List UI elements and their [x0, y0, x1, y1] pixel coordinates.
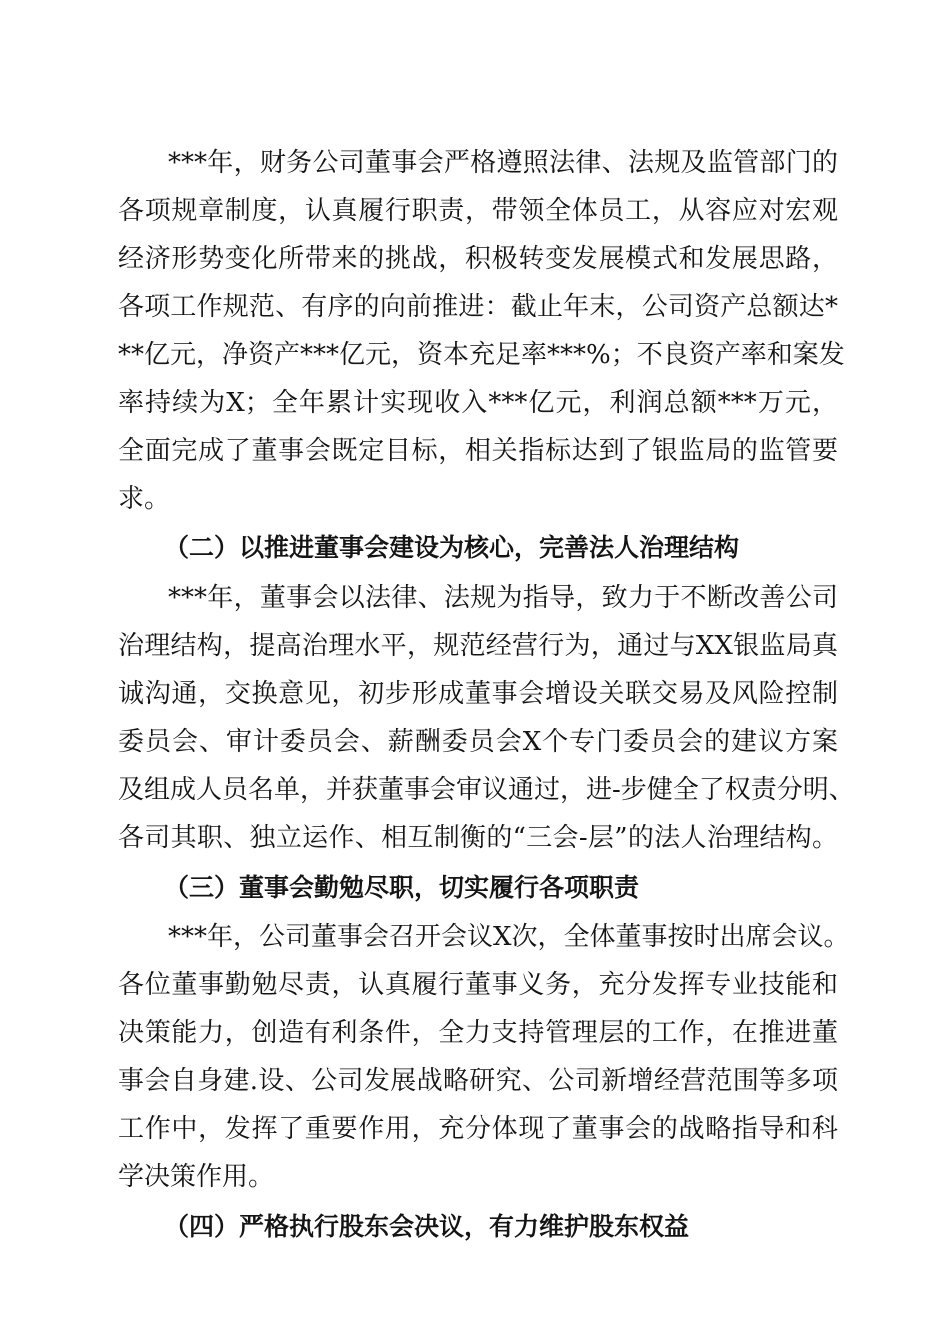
- paragraph-line: 委员会、审计委员会、薪酬委员会X个专门委员会的建议方案: [118, 727, 838, 757]
- paragraph-line: 各项工作规范、有序的向前推进：截止年末，公司资产总额达*: [118, 292, 838, 322]
- paragraph-line: ***年，公司董事会召开会议X次，全体董事按时出席会议。: [168, 922, 850, 952]
- section-heading-4: （四）严格执行股东会决议，有力维护股东权益: [164, 1212, 690, 1241]
- paragraph-line: 治理结构，提高治理水平，规范经营行为，通过与XX银监局真: [118, 631, 838, 661]
- paragraph-line: ***年，财务公司董事会严格遵照法律、法规及监管部门的: [168, 148, 838, 178]
- paragraph-line: 求。: [118, 484, 171, 514]
- paragraph-line: 各司其职、独立运作、相互制衡的“三会-层”的法人治理结构。: [118, 823, 838, 853]
- section-heading-3: （三）董事会勤勉尽职，切实履行各项职责: [164, 873, 640, 902]
- paragraph-line: 事会自身建.设、公司发展战略研究、公司新增经营范围等多项: [118, 1066, 838, 1096]
- paragraph-line: 诚沟通，交换意见，初步形成董事会增设关联交易及风险控制: [118, 679, 838, 709]
- paragraph-line: 及组成人员名单，并获董事会审议通过，进-步健全了权责分明、: [118, 775, 855, 805]
- paragraph-line: 全面完成了董事会既定目标，相关指标达到了银监局的监管要: [118, 436, 838, 466]
- paragraph-line: 经济形势变化所带来的挑战，积极转变发展模式和发展思路，: [118, 244, 838, 274]
- paragraph-line: **亿元，净资产***亿元，资本充足率***%；不良资产率和案发: [118, 340, 845, 370]
- paragraph-line: 决策能力，创造有利条件，全力支持管理层的工作，在推进董: [118, 1018, 838, 1048]
- paragraph-line: 各位董事勤勉尽责，认真履行董事义务，充分发挥专业技能和: [118, 970, 838, 1000]
- paragraph-line: 学决策作用。: [118, 1162, 275, 1192]
- paragraph-line: ***年，董事会以法律、法规为指导，致力于不断改善公司: [168, 583, 838, 613]
- paragraph-line: 各项规章制度，认真履行职责，带领全体员工，从容应对宏观: [118, 196, 838, 226]
- paragraph-line: 工作中，发挥了重要作用，充分体现了董事会的战略指导和科: [118, 1114, 838, 1144]
- section-heading-2: （二）以推进董事会建设为核心，完善法人治理结构: [164, 533, 740, 562]
- paragraph-line: 率持续为X；全年累计实现收入***亿元，利润总额***万元，: [118, 388, 838, 418]
